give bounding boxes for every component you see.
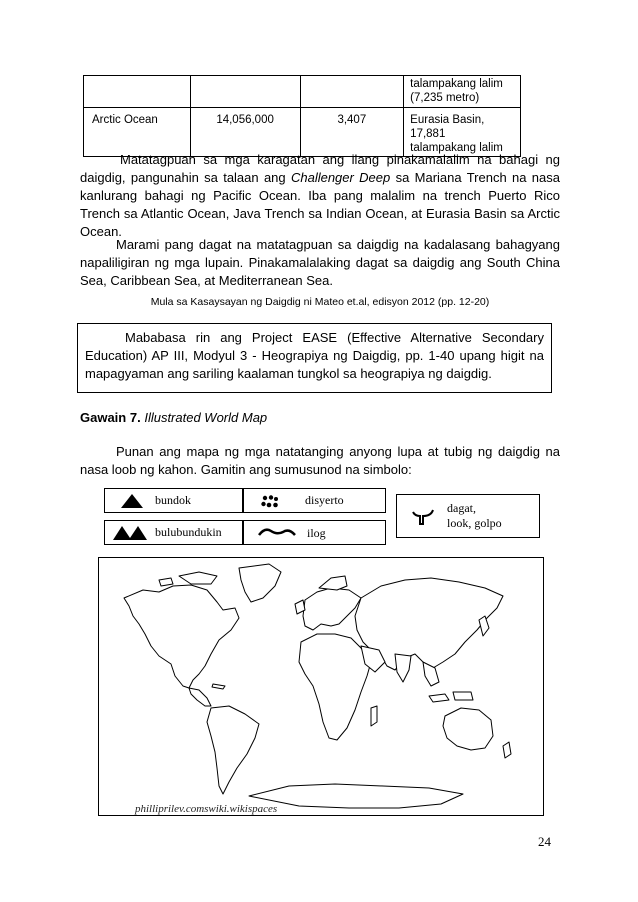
- india-outline: [395, 654, 411, 682]
- paragraph-trenches: [80, 151, 560, 241]
- page-number: 24: [538, 834, 551, 849]
- table-cell: [190, 76, 300, 108]
- world-map-svg: [99, 558, 545, 817]
- cell-line: (7,235 metro): [410, 92, 480, 104]
- ocean-name-cell: Arctic Ocean: [84, 108, 191, 157]
- activity-title: Illustrated World Map: [144, 410, 268, 425]
- reference-text: Mababasa rin ang Project EASE (Effective Alternative Secondary Education) AP III, Modyul 3 - Heograpiya ng Daigdig, pp. 1-40 upang higit na mapagyaman ang sariling kaalaman tungkol sa heograpiya ng daigdig.: [85, 330, 544, 381]
- new-zealand-outline: [503, 742, 511, 758]
- activity-heading: [80, 410, 267, 425]
- desert-icon: [261, 495, 281, 509]
- area-cell: 14,056,000: [190, 108, 300, 157]
- reference-box: [77, 323, 552, 393]
- madagascar-outline: [371, 706, 377, 726]
- paragraph-seas: Marami pang dagat na matatagpuan sa daigdig na kadalasang bahagyang napaliligiran ng mga lupain. Pinakamalalaking dagat sa daigdig ang South China Sea, Caribbean Sea, at Mediterranean Sea.: [80, 237, 560, 288]
- table-cell: [404, 76, 521, 108]
- mountain-range-icon: [113, 526, 147, 540]
- legend-label: disyerto: [305, 493, 344, 507]
- indonesia-outline: [429, 694, 449, 702]
- ocean-depth-table: [83, 75, 521, 157]
- legend-bulubundukin: [104, 520, 243, 545]
- legend-ilog: [243, 520, 386, 545]
- legend-label: ilog: [307, 526, 326, 540]
- river-icon: [257, 525, 297, 539]
- table-cell: [84, 76, 191, 108]
- antarctica-outline: [249, 784, 463, 808]
- south-america-outline: [207, 706, 259, 794]
- central-america-outline: [189, 688, 211, 706]
- europe-outline: [303, 588, 361, 630]
- depth-cell: 3,407: [300, 108, 404, 157]
- activity-label: Gawain 7.: [80, 410, 141, 425]
- cell-line: Eurasia Basin, 17,881: [410, 114, 485, 140]
- cell-line: talampakang lalim: [410, 78, 503, 90]
- australia-outline: [443, 708, 493, 750]
- mountain-icon: [121, 494, 143, 508]
- table-cell: [300, 76, 404, 108]
- legend-dagat: [396, 494, 540, 538]
- arctic-islands-outline: [179, 572, 217, 584]
- sea-icon: [411, 508, 435, 526]
- north-america-outline: [124, 585, 239, 688]
- arctic-islands-outline: [159, 578, 173, 586]
- legend-label: bulubundukin: [155, 525, 222, 539]
- africa-outline: [299, 634, 371, 740]
- legend-label: look, golpo: [447, 516, 502, 530]
- paragraph-text: sa Mariana Trench na nasa kanlurang bahagi ng Pacific Ocean. Iba pang malalim na trench Puerto Rico Trench sa Atlantic Ocean, Java Trench sa Indian Ocean, at Eurasia Basin sa Arctic Ocean.: [80, 170, 560, 239]
- indonesia-outline: [453, 692, 473, 700]
- emphasis-challenger-deep: Challenger Deep: [290, 170, 391, 185]
- legend-disyerto: [243, 488, 386, 513]
- source-citation: Mula sa Kasaysayan ng Daigdig ni Mateo et.al, edisyon 2012 (pp. 12-20): [150, 296, 490, 308]
- deepest-point-cell: [404, 108, 521, 157]
- caribbean-outline: [212, 684, 225, 689]
- legend-bundok: [104, 488, 243, 513]
- legend-label: bundok: [155, 493, 191, 507]
- map-credit: philliprilev.comswiki.wikispaces: [135, 803, 278, 815]
- scandinavia-outline: [319, 576, 347, 590]
- world-outline-map: [98, 557, 544, 816]
- japan-outline: [479, 616, 489, 636]
- activity-instructions: Punan ang mapa ng mga natatanging anyong lupa at tubig ng daigdig na nasa loob ng kahon. Gamitin ang sumusunod na simbolo:: [80, 444, 560, 477]
- cell-line: talampakang lalim: [410, 142, 503, 154]
- greenland-outline: [239, 564, 281, 602]
- legend-label: dagat,: [447, 501, 476, 515]
- paragraph-text: Matatagpuan sa mga karagatan ang ilang pinakamalalim na bahagi ng daigdig, pangunahin sa talaan ang: [80, 152, 560, 185]
- table-row: [84, 108, 521, 157]
- table-row: [84, 76, 521, 108]
